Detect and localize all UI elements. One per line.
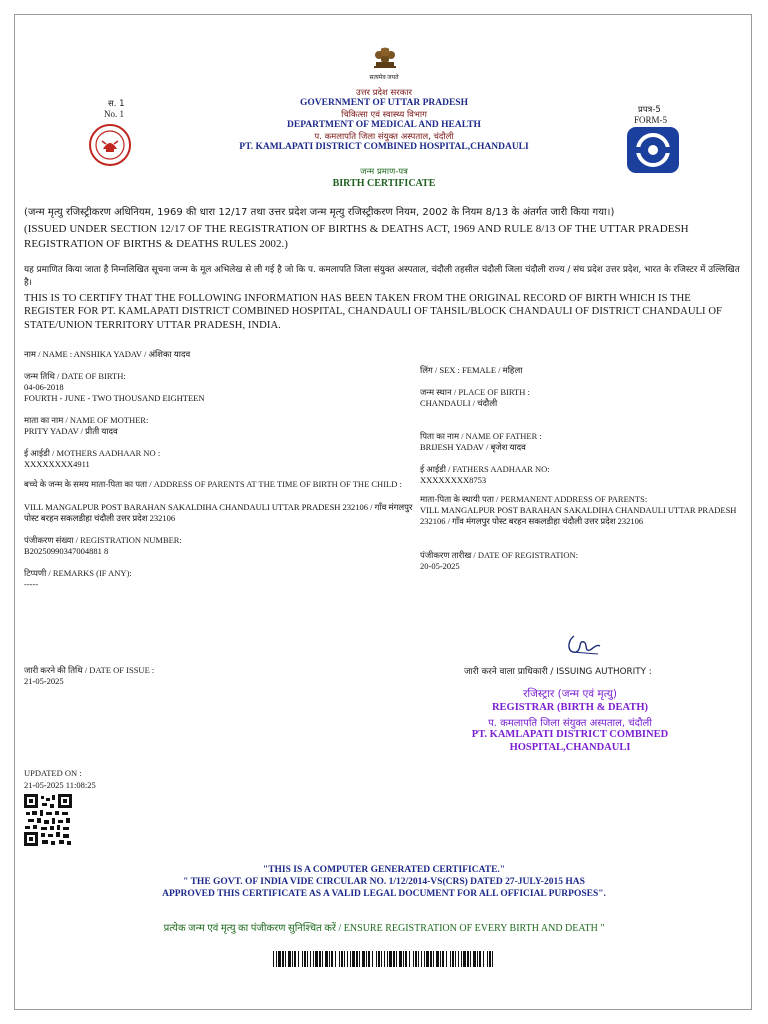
mother-aadhaar-value: XXXXXXXX4911	[24, 459, 90, 469]
dob-words: FOURTH - JUNE - TWO THOUSAND EIGHTEEN	[24, 393, 205, 403]
certify-hindi: यह प्रमाणित किया जाता है निम्नलिखित सूचना जन्म के मूल अभिलेख से ली गई है जो कि प. कमलापति जिला संयुक्त अस्पताल, चंदौली तहसील चंदौली जिला चंदौली राज्य / संघ प्रदेश उत्तर प्रदेश, भारत के रजिस्टर में उल्लिखित है।	[24, 265, 740, 288]
dept-hindi: चिकित्सा एवं स्वास्थ्य विभाग	[341, 110, 427, 120]
father-aadhaar-value: XXXXXXXX8753	[420, 475, 487, 485]
birth-address-value: VILL MANGALPUR POST BARAHAN SAKALDIHA CHANDAULI UTTAR PRADESH 232106 / गाँव मंगलपुर पोस्ट बरहन सकलडीहा चंदौली उत्तर प्रदेश 232106	[24, 502, 413, 523]
registrar-title-hindi: रजिस्ट्रार (जन्म एवं मृत्यु)	[523, 688, 617, 700]
mother-aadhaar-label: ई आईडी / MOTHERS AADHAAR NO :	[24, 448, 161, 458]
updated-on-label: UPDATED ON :	[24, 768, 82, 778]
mother-name-value: PRITY YADAV / प्रीती यादव	[24, 426, 118, 436]
certify-english: THIS IS TO CERTIFY THAT THE FOLLOWING INFORMATION HAS BEEN TAKEN FROM THE ORIGINAL RECORD OF BIRTH WHICH IS THE REGISTER FOR PT. KAMLAPATI DISTRICT COMBINED HOSPITAL, CHANDAULI OF TAHSIL/BLOCK CHANDAULI OF DISTRICT CHANDAULI OF STATE/UNION TERRITORY UTTAR PRADESH, INDIA.	[24, 293, 722, 331]
father-name-value: BRIJESH YADAV / बृजेश यादव	[420, 442, 526, 452]
updated-on-value: 21-05-2025 11:08:25	[24, 780, 96, 790]
up-govt-seal-icon	[88, 123, 132, 167]
registrar-hospital-hindi: प. कमलापति जिला संयुक्त अस्पताल, चंदौली	[488, 718, 652, 729]
registrar-title: REGISTRAR (BIRTH & DEATH)	[491, 702, 649, 713]
state-govt-hindi: उत्तर प्रदेश सरकार	[356, 88, 412, 98]
father-aadhaar-label: ई आईडी / FATHERS AADHAAR NO:	[420, 464, 550, 474]
issue-date-value: 21-05-2025	[24, 676, 64, 686]
birth-address-label: बच्चे के जन्म के समय माता-पिता का पता / ADDRESS OF PARENTS AT THE TIME OF BIRTH OF THE CHILD :	[24, 479, 402, 489]
child-name: नाम / NAME : ANSHIKA YADAV / अंशिका यादव	[24, 349, 191, 359]
hospital-hindi: प. कमलापति जिला संयुक्त अस्पताल, चंदौली	[314, 132, 454, 142]
computer-generated-note: "THIS IS A COMPUTER GENERATED CERTIFICATE."	[262, 865, 506, 875]
govt-circular-note-line2: APPROVED THIS CERTIFICATE AS A VALID LEGAL DOCUMENT FOR ALL OFFICIAL PURPOSES".	[162, 889, 606, 899]
certificate-title: BIRTH CERTIFICATE	[332, 178, 436, 189]
registrar-signature-icon	[562, 628, 606, 660]
registration-date-value: 20-05-2025	[420, 561, 460, 571]
father-name-label: पिता का नाम / NAME OF FATHER :	[420, 431, 542, 441]
remarks-value: -----	[24, 579, 39, 589]
dob-value: 04-06-2018	[24, 382, 64, 392]
certificate-title-hindi: जन्म प्रमाण-पत्र	[360, 167, 408, 177]
barcode-icon	[273, 951, 495, 967]
qr-code-icon	[24, 794, 72, 846]
mother-name-label: माता का नाम / NAME OF MOTHER:	[24, 415, 149, 425]
form-number: FORM-5	[634, 115, 668, 125]
govt-title: GOVERNMENT OF UTTAR PRADESH	[300, 98, 468, 108]
remarks-label: टिप्पणी / REMARKS (IF ANY):	[24, 568, 132, 578]
crs-logo-icon	[626, 126, 680, 174]
issuing-authority-label: जारी करने वाला प्राधिकारी / ISSUING AUTHORITY :	[464, 667, 652, 677]
form-number-hindi: प्रपत्र-5	[638, 105, 661, 115]
birth-place-value: CHANDAULI / चंदौली	[420, 398, 498, 408]
serial-number-hindi: स. 1	[108, 99, 125, 109]
registration-date-label: पंजीकरण तारीख / DATE OF REGISTRATION:	[420, 550, 579, 560]
ensure-registration-note: प्रत्येक जन्म एवं मृत्यु का पंजीकरण सुनिश्चित करें / ENSURE REGISTRATION OF EVERY BIRTH AND DEATH "	[163, 923, 605, 934]
registrar-hospital-line1: PT. KAMLAPATI DISTRICT COMBINED	[471, 729, 669, 740]
dept-title: DEPARTMENT OF MEDICAL AND HEALTH	[287, 120, 481, 130]
issue-date-label: जारी करने की तिथि / DATE OF ISSUE :	[24, 665, 155, 675]
serial-number: No. 1	[104, 109, 124, 119]
registration-number-value: B20250990347004881 8	[24, 546, 109, 556]
birth-place-label: जन्म स्थान / PLACE OF BIRTH :	[420, 387, 530, 397]
dob-label: जन्म तिथि / DATE OF BIRTH:	[24, 371, 126, 381]
registrar-hospital-line2: HOSPITAL,CHANDAULI	[509, 742, 631, 753]
permanent-address-value: VILL MANGALPUR POST BARAHAN SAKALDIHA CHANDAULI UTTAR PRADESH 232106 / गाँव मंगलपुर पोस्ट बरहन सकलडीहा चंदौली उत्तर प्रदेश 232106	[420, 505, 737, 526]
issued-under-hindi: (जन्म मृत्यु रजिस्ट्रीकरण अधिनियम, 1969 की धारा 12/17 तथा उत्तर प्रदेश जन्म मृत्यु रजिस्ट्रीकरण नियम, 2002 के नियम 8/13 के अंतर्गत जारी किया गया।)	[24, 207, 615, 218]
registration-number-label: पंजीकरण संख्या / REGISTRATION NUMBER:	[24, 535, 182, 545]
issued-under-english: (ISSUED UNDER SECTION 12/17 OF THE REGISTRATION OF BIRTHS & DEATHS ACT, 1969 AND RULE 8/13 OF THE UTTAR PRADESH REGISTRATION OF BIRTHS & DEATHS RULES 2002.)	[24, 223, 689, 250]
hospital-title: PT. KAMLAPATI DISTRICT COMBINED HOSPITAL,CHANDAULI	[239, 142, 529, 152]
permanent-address-label: माता-पिता के स्थायी पता / PERMANENT ADDRESS OF PARENTS:	[420, 494, 648, 504]
sex-field: लिंग / SEX : FEMALE / महिला	[420, 365, 523, 375]
govt-circular-note-line1: " THE GOVT. OF INDIA VIDE CIRCULAR NO. 1/12/2014-VS(CRS) DATED 27-JULY-2015 HAS	[183, 877, 585, 887]
emblem-motto: सत्यमेव जयते	[369, 75, 399, 81]
